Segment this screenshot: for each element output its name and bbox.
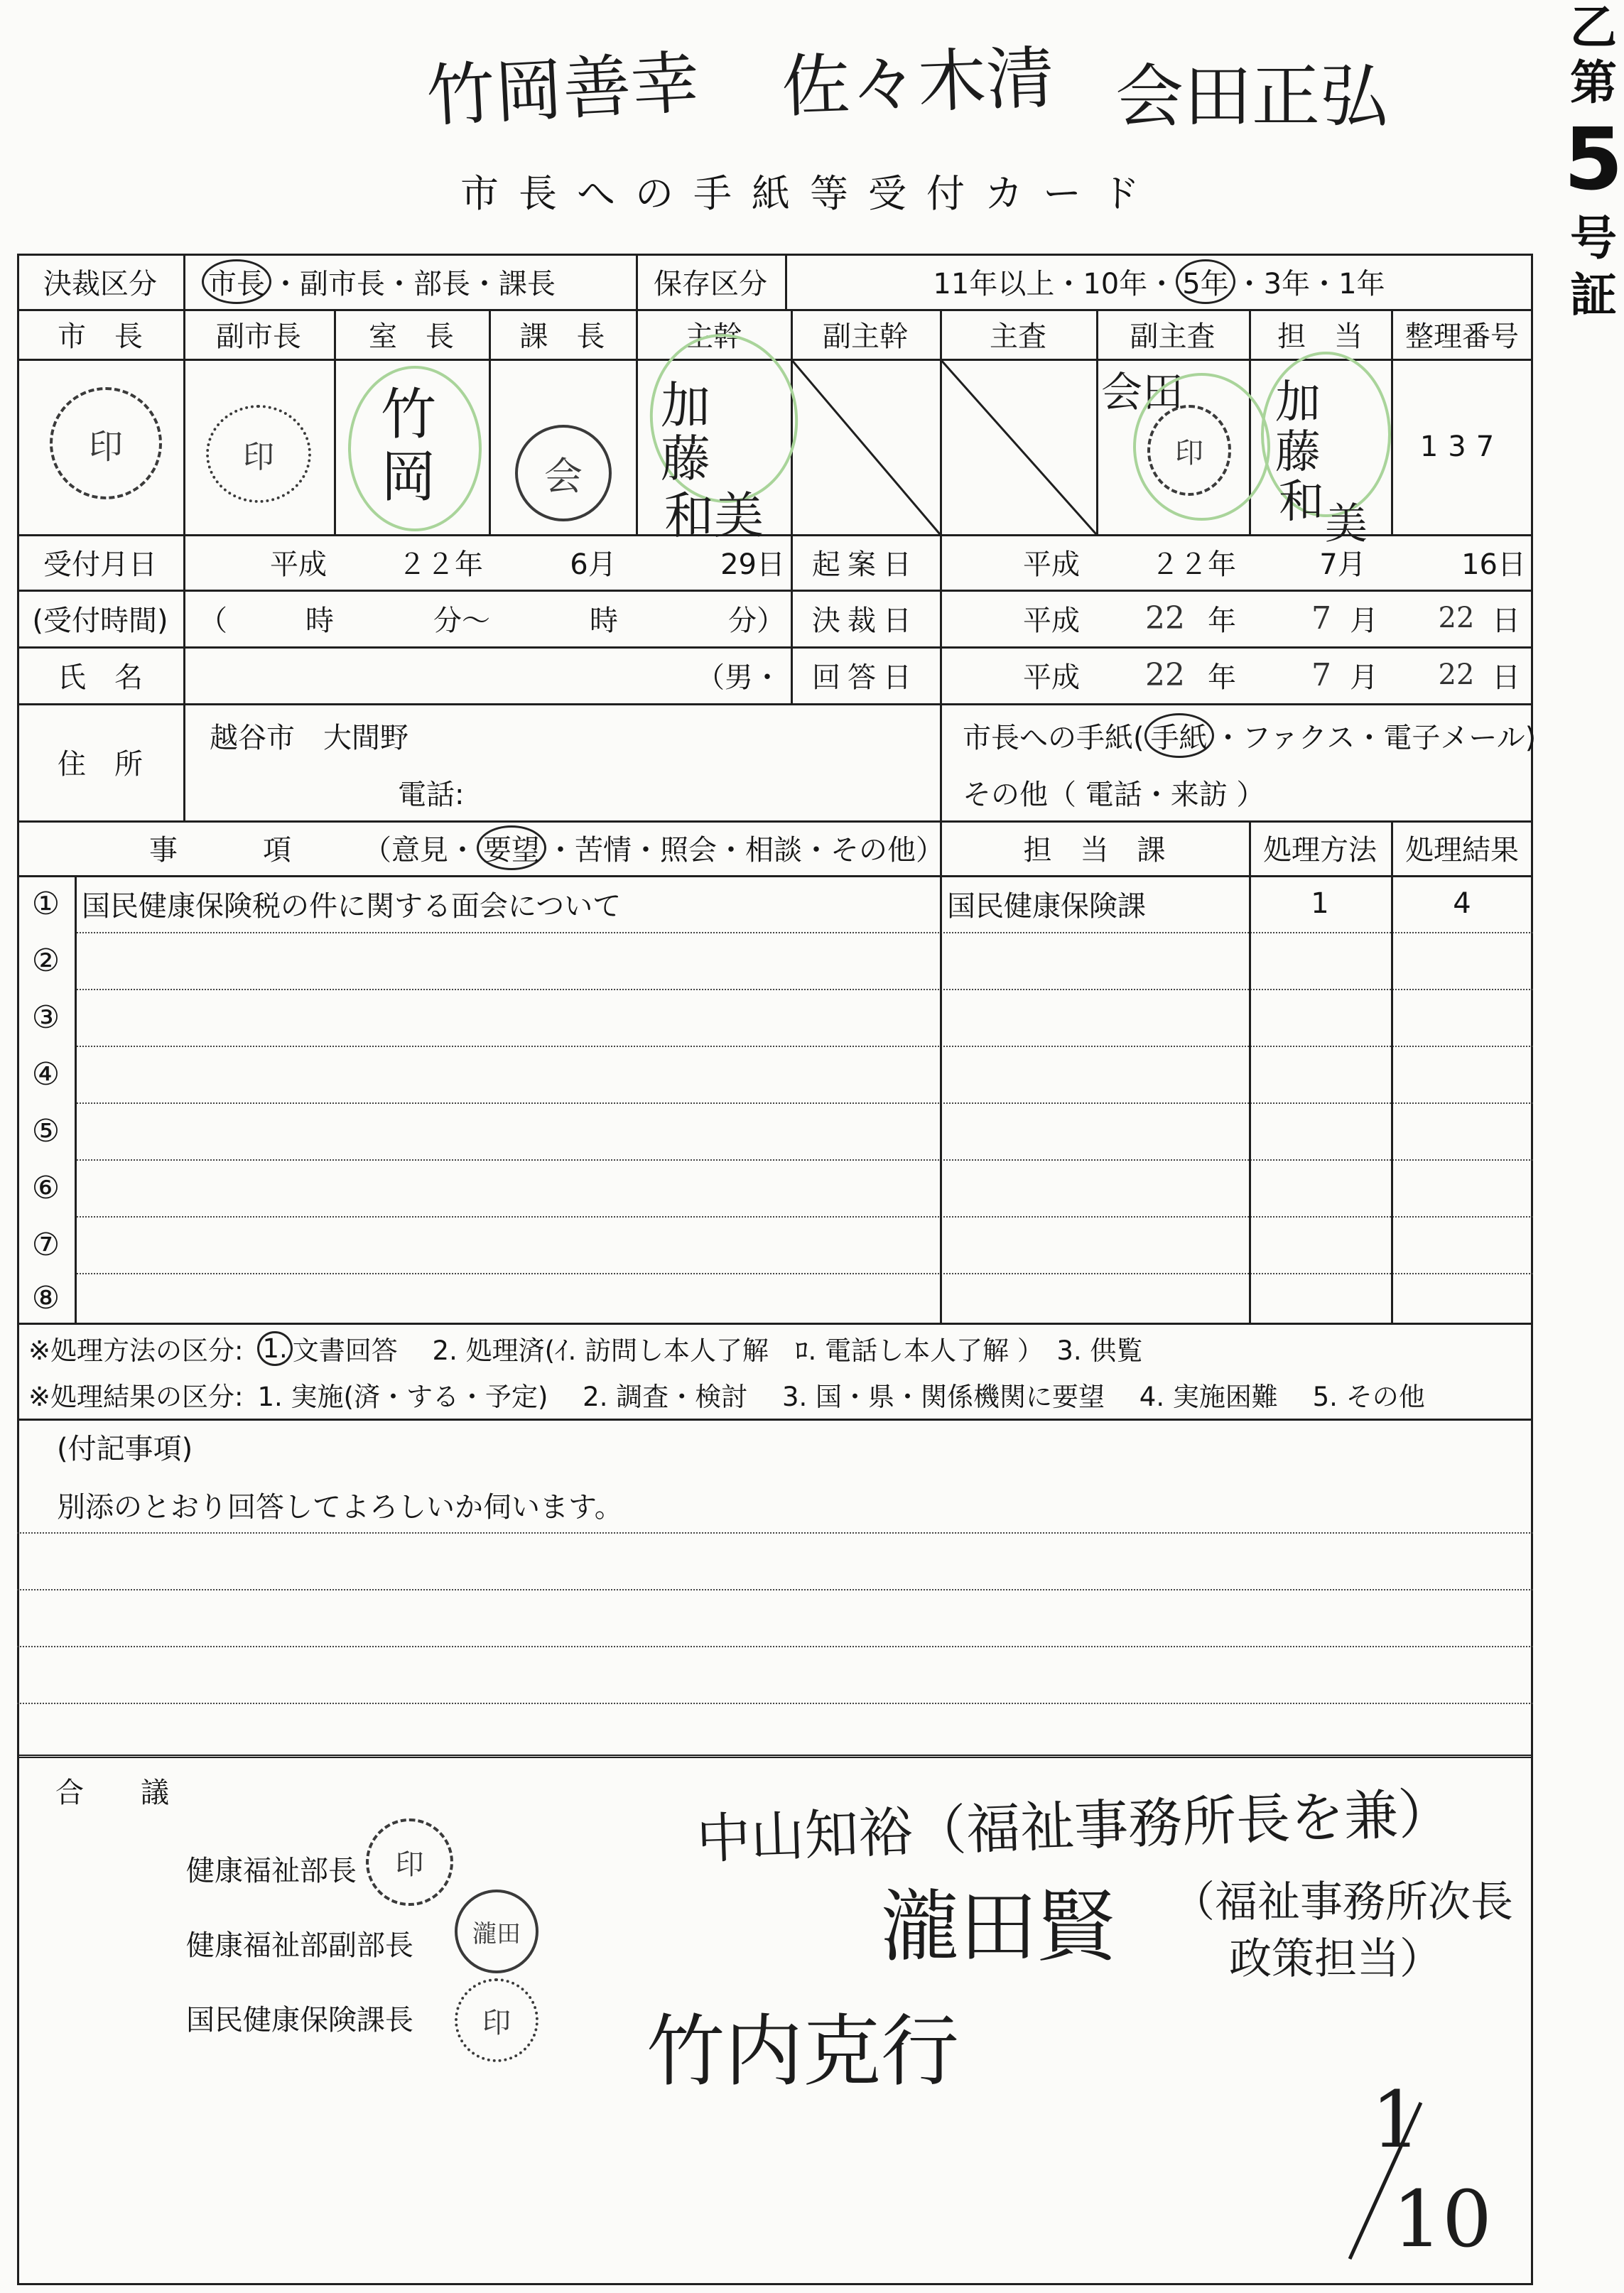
- method-legend: [28, 1325, 1527, 1372]
- gougi-hand-3: 竹内克行: [646, 2006, 959, 2097]
- gougi-hand-2a: 瀧田賢: [881, 1882, 1115, 1973]
- result-legend: [28, 1371, 1527, 1418]
- notes-label: (付記事項): [57, 1432, 193, 1465]
- page-mark-numerator: 1: [1371, 2074, 1421, 2165]
- kessai-rest: ・副市長・部長・課長: [271, 267, 556, 300]
- header-fukushicho: 副市長: [216, 320, 301, 353]
- kessai-month-hand: 7: [1311, 600, 1331, 636]
- contact-other: その他（ 電話・来訪 ）: [963, 778, 1265, 811]
- item-no: ⑤: [31, 1112, 60, 1149]
- header-shukan: 主幹: [685, 320, 742, 353]
- kaito-tsuki: 月: [1350, 661, 1378, 694]
- header-shusa: 主査: [990, 320, 1046, 353]
- tanto-hand-4: 美: [1325, 499, 1368, 549]
- shori-houhou-header: 処理方法: [1263, 834, 1377, 867]
- item-no: ①: [31, 885, 60, 922]
- gougi-stamp-3: 印: [455, 1978, 538, 2062]
- stamp-vice-mayor: 印: [206, 405, 311, 503]
- shukan-hand-2: 藤: [661, 430, 710, 488]
- kessai-label: 決裁区分: [43, 267, 157, 300]
- method-legend-text: 文書回答 2. 処理済(ｲ. 訪問し本人了解 ﾛ. 電話し本人了解 ） 3. 供覧: [292, 1335, 1143, 1366]
- method-legend-label: ※処理方法の区分:: [28, 1335, 244, 1366]
- item-method: 1: [1311, 887, 1329, 920]
- uketsuke-month: 6月: [570, 548, 617, 581]
- gougi-hand-2b: （福祉事務所次長: [1172, 1877, 1513, 1927]
- seiri-bango-value: 137: [1419, 430, 1505, 463]
- hozon-label: 保存区分: [654, 267, 767, 300]
- jikou-header: 事 項: [149, 834, 291, 867]
- hozon-post: ・3年・1年: [1235, 267, 1385, 300]
- slash-shusa: [940, 359, 1096, 534]
- kessai-era: 平成: [1023, 604, 1080, 637]
- header-fukushukan: 副主幹: [823, 320, 908, 353]
- shori-kekka-header: 処理結果: [1405, 834, 1519, 867]
- shukan-hand-3: 和美: [664, 487, 764, 545]
- jikan-min-1: 分～: [433, 604, 490, 637]
- stamp-fukushusa: 印: [1147, 405, 1231, 496]
- kaito-year-hand: 22: [1145, 656, 1185, 693]
- gougi-stamp-2: 瀧田: [455, 1890, 538, 1973]
- header-shitsucho: 室 長: [369, 320, 454, 353]
- item-no: ⑦: [31, 1226, 60, 1263]
- exhibit-line3: 号: [1570, 211, 1617, 266]
- top-signature-1: 竹岡善幸: [424, 43, 702, 136]
- channel-selected: 手紙: [1144, 713, 1214, 758]
- gougi-role-2: 健康福祉部副部長: [186, 1929, 413, 1962]
- tanto-hand-3: 和: [1279, 476, 1324, 528]
- hozon-options: [785, 254, 1533, 309]
- address-label: 住 所: [58, 748, 143, 781]
- channel-pre: 市長への手紙(: [963, 721, 1144, 754]
- item-result: 4: [1453, 887, 1471, 920]
- method-legend-selected: 1.: [257, 1331, 292, 1366]
- hozon-selected: 5年: [1176, 259, 1235, 304]
- header-seiri-bango: 整理番号: [1405, 320, 1519, 353]
- notes-text: 別添のとおり回答してよろしいか伺います。: [57, 1490, 623, 1524]
- shukan-hand-1: 加: [661, 376, 710, 435]
- kaito-nen: 年: [1208, 661, 1236, 694]
- kessai-date-label: 決裁日: [812, 604, 919, 637]
- item-subject: 国民健康保険税の件に関する面会について: [82, 889, 622, 923]
- kessai-selected: 市長: [202, 259, 271, 304]
- item-no: ⑥: [31, 1169, 60, 1206]
- kessai-options: [186, 254, 636, 309]
- kian-year: ２２年: [1151, 548, 1236, 581]
- slash-fukushukan: [791, 359, 940, 534]
- kian-month: 7月: [1319, 548, 1366, 581]
- kessai-year-hand: 22: [1145, 600, 1185, 636]
- types-pre: （意見・: [363, 834, 477, 867]
- hozon-pre: 11年以上・10年・: [933, 267, 1176, 300]
- stamp-kacho: 会: [515, 425, 612, 521]
- header-kacho: 課 長: [519, 320, 605, 353]
- shitsucho-handwriting: 竹岡: [380, 383, 436, 509]
- kian-era: 平成: [1023, 548, 1080, 581]
- jikan-label: (受付時間): [32, 604, 168, 637]
- exhibit-label: [1563, 0, 1624, 369]
- header-fukushusa: 副主査: [1130, 320, 1216, 353]
- gougi-label: 合 議: [55, 1776, 169, 1809]
- contact-channel: [963, 707, 1537, 764]
- kessai-day-hand: 22: [1438, 602, 1475, 634]
- tanto-hand-1: 加: [1275, 376, 1321, 429]
- item-no: ②: [31, 942, 60, 979]
- kaito-nichi: 日: [1492, 661, 1520, 694]
- item-no: ⑧: [31, 1279, 60, 1316]
- shimei-gender: （男・: [696, 661, 781, 694]
- kessai-nen: 年: [1208, 604, 1236, 637]
- page-mark-denominator: 10: [1392, 2174, 1492, 2265]
- jikou-types: [363, 820, 944, 875]
- top-signature-3: 会田正弘: [1115, 57, 1388, 136]
- kaito-era: 平成: [1023, 661, 1080, 694]
- types-post: ・苦情・照会・相談・その他）: [546, 834, 944, 867]
- gougi-hand-1: 中山知裕（福祉事務所長を兼）: [695, 1781, 1454, 1871]
- tanto-hand-2: 藤: [1275, 426, 1321, 479]
- address-phone-label: 電話:: [398, 778, 465, 811]
- tanto-ka-header: 担 当 課: [1023, 834, 1166, 867]
- stamp-mayor: 印: [50, 387, 162, 499]
- jikan-min-2: 分）: [728, 604, 785, 637]
- uketsuke-era: 平成: [270, 548, 327, 581]
- kessai-tsuki: 月: [1350, 604, 1378, 637]
- uketsuke-year: ２２年: [398, 548, 483, 581]
- result-legend-text: 1. 実施(済・する・予定) 2. 調査・検討 3. 国・県・関係機関に要望 4. 実施困難 5. その他: [257, 1382, 1425, 1412]
- fukushusa-handwriting: 会田: [1101, 368, 1184, 416]
- exhibit-line2: 第: [1570, 55, 1617, 110]
- kaito-month-hand: 7: [1311, 656, 1331, 693]
- gougi-role-3: 国民健康保険課長: [186, 2003, 413, 2037]
- uketsuke-day: 29日: [720, 548, 785, 581]
- gougi-role-1: 健康福祉部長: [186, 1854, 357, 1887]
- jikan-hour-1: 時: [305, 604, 334, 637]
- item-dept: 国民健康保険課: [947, 889, 1146, 923]
- kian-day: 16日: [1461, 548, 1526, 581]
- address-value: 越谷市 大間野: [210, 721, 408, 754]
- exhibit-line1: 乙: [1570, 0, 1617, 55]
- channel-post: ・ファクス・電子メール): [1213, 721, 1537, 754]
- result-legend-label: ※処理結果の区分:: [28, 1382, 244, 1412]
- kaito-day-hand: 22: [1438, 658, 1475, 691]
- header-tanto: 担 当: [1277, 320, 1363, 353]
- item-no: ③: [31, 999, 60, 1036]
- jikan-open: （: [199, 604, 227, 637]
- item-no: ④: [31, 1056, 60, 1093]
- exhibit-number: 5: [1564, 111, 1623, 210]
- kian-label: 起案日: [812, 548, 919, 581]
- kessai-nichi: 日: [1492, 604, 1520, 637]
- uketsuke-label: 受付月日: [43, 548, 157, 581]
- shimei-label: 氏 名: [58, 661, 143, 694]
- page-title: 市長への手紙等受付カード: [460, 171, 1159, 216]
- gougi-stamp-1: 印: [366, 1818, 453, 1906]
- header-shicho: 市 長: [58, 320, 143, 353]
- types-selected: 要望: [477, 825, 546, 870]
- jikan-hour-2: 時: [590, 604, 618, 637]
- exhibit-line4: 証: [1570, 268, 1617, 322]
- kaito-label: 回答日: [812, 661, 919, 694]
- top-signature-2: 佐々木清: [780, 38, 1056, 127]
- gougi-hand-2c: 政策担当）: [1229, 1934, 1442, 1984]
